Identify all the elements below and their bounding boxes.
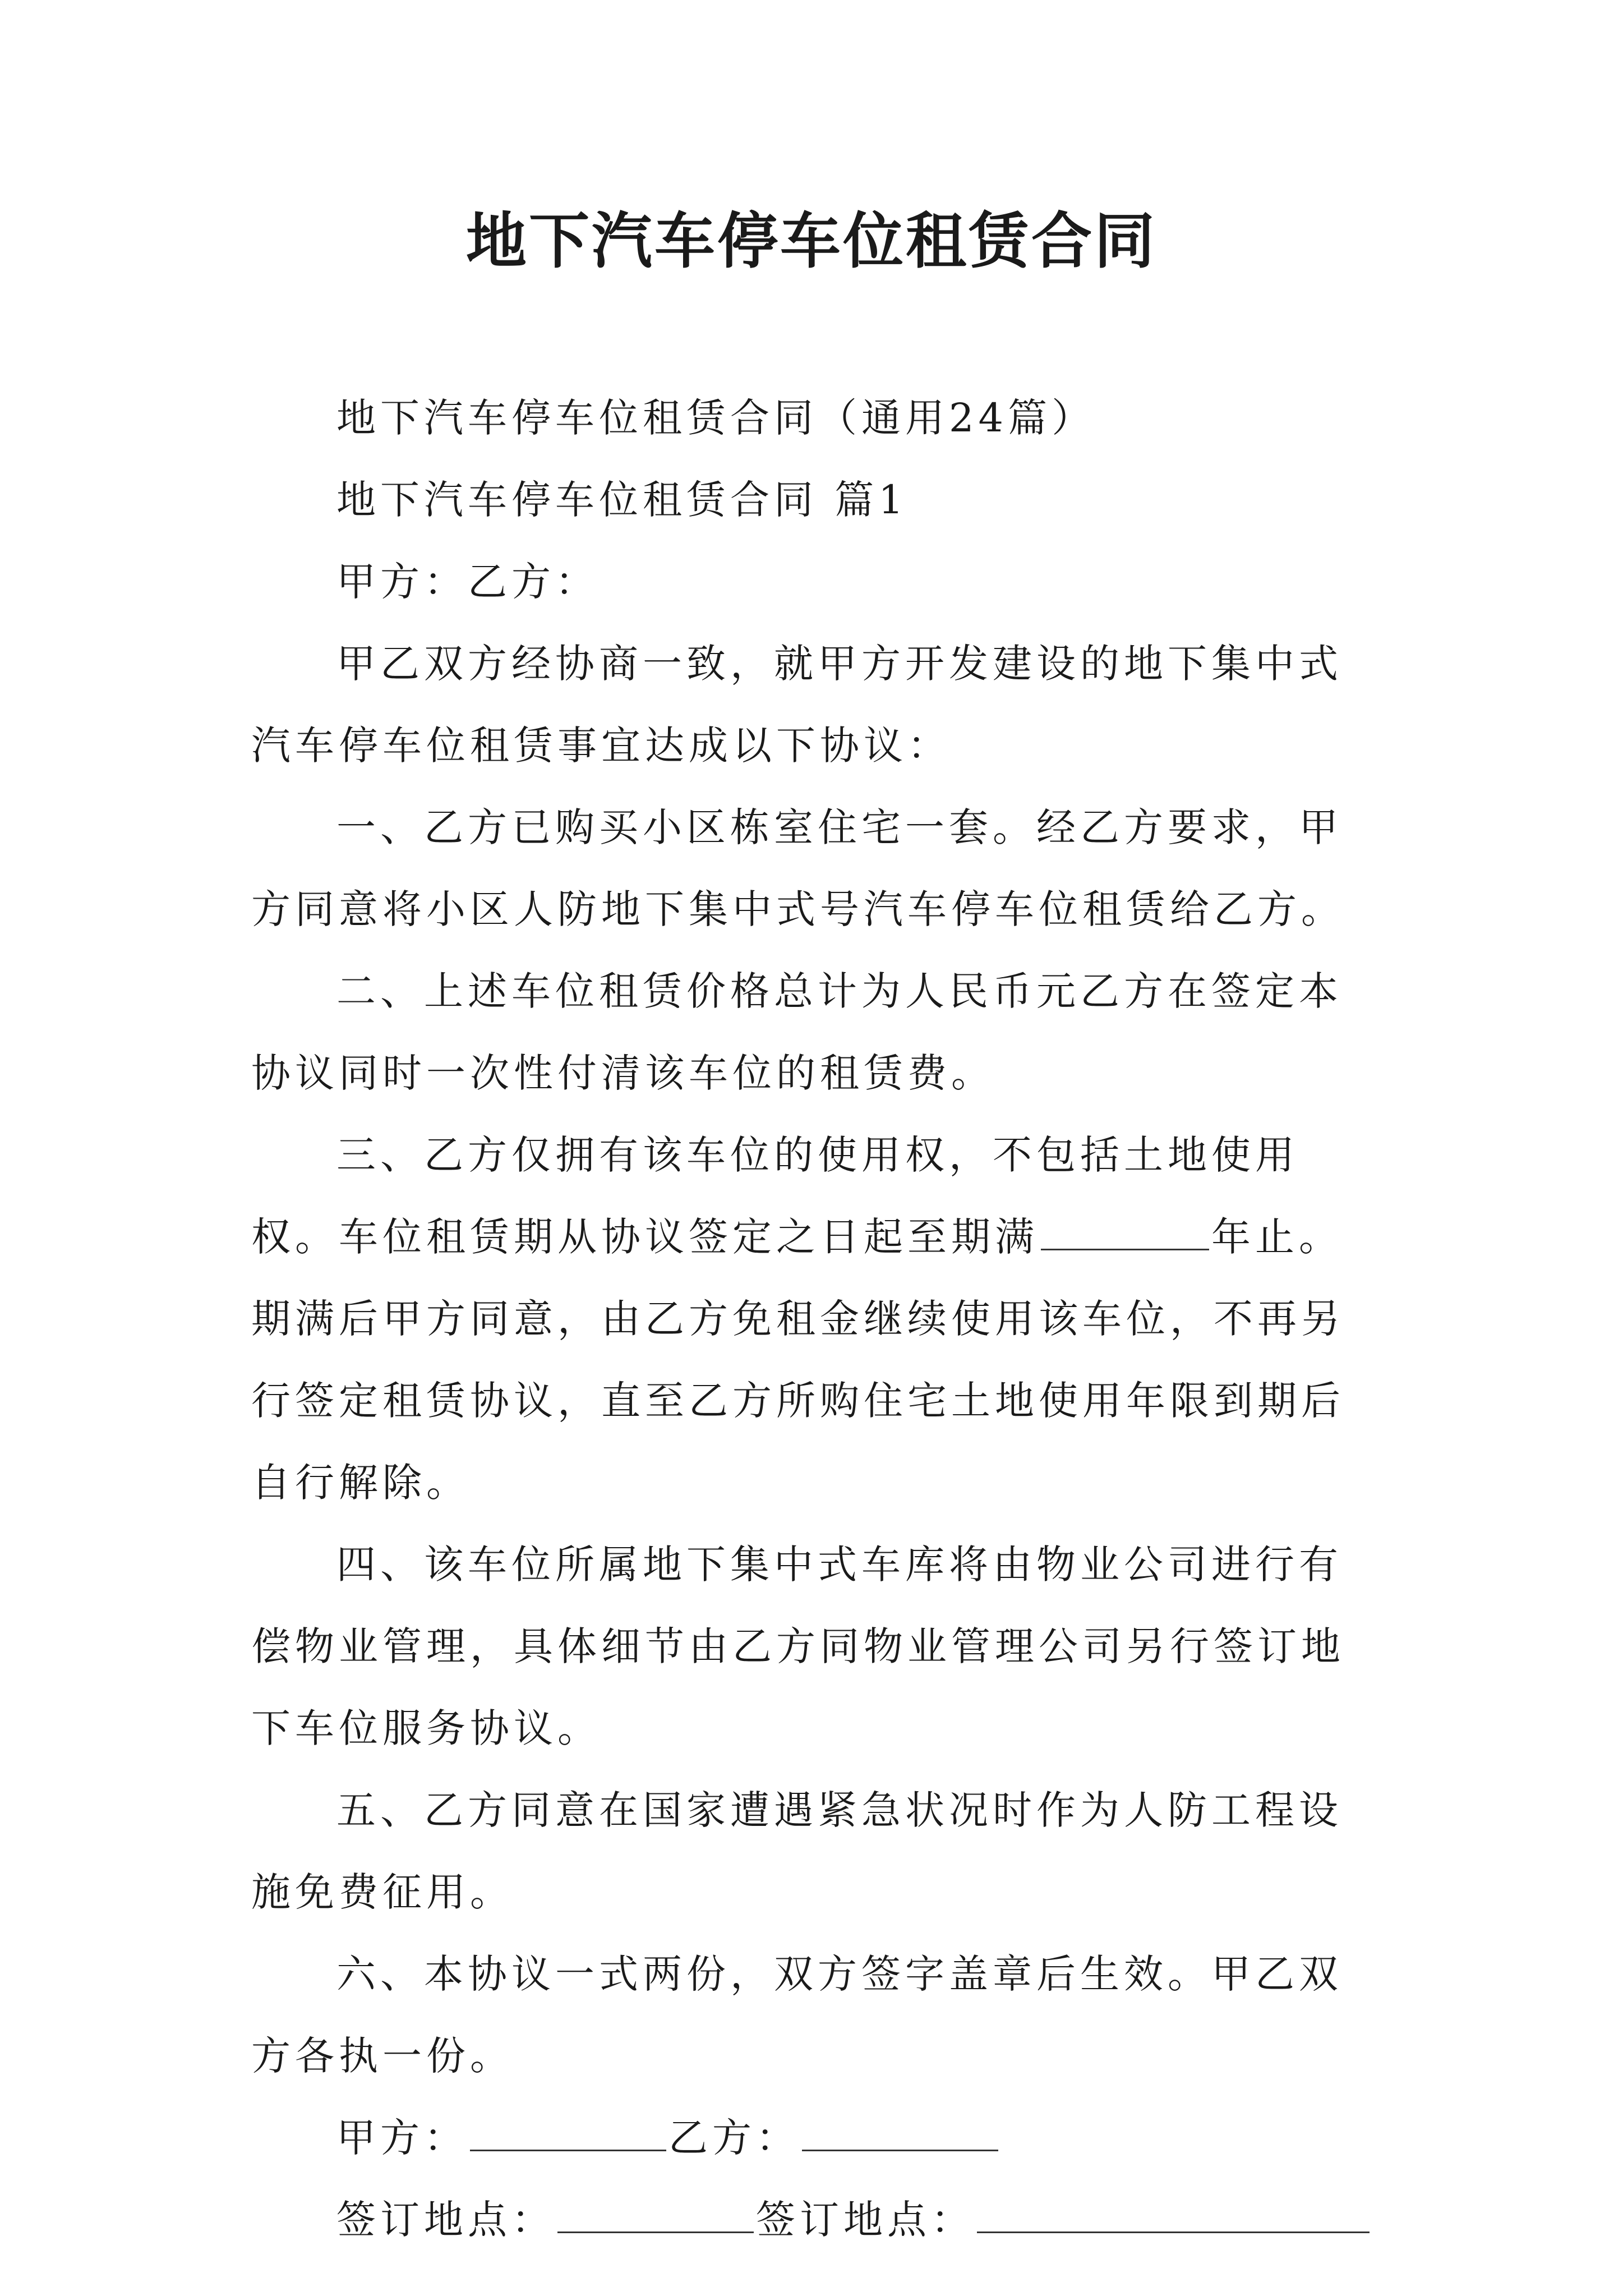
party-a-label: 甲方：	[336, 2115, 468, 2161]
party-b-blank	[802, 2110, 998, 2151]
clause-4: 四、该车位所属地下集中式车库将由物业公司进行有偿物业管理，具体细节由乙方同物业管理公司另行签订地下车位服务协议。	[251, 1542, 1345, 1751]
place-a-label: 签订地点：	[336, 2197, 555, 2243]
place-b-blank	[977, 2192, 1370, 2233]
clause-6: 六、本协议一式两份，双方签字盖章后生效。甲乙双方各执一份。	[251, 1951, 1343, 2079]
party-a-blank	[470, 2110, 666, 2151]
place-a-blank	[557, 2192, 754, 2233]
clause-2: 二、上述车位租赁价格总计为人民币元乙方在签定本协议同时一次性付清该车位的租赁费。	[251, 968, 1343, 1096]
clause-3-part1: 三、乙方仅拥有该车位的使用权，不包括土地使用权。车位租赁期从协议签定之日起至期满	[251, 1132, 1299, 1260]
chapter-heading: 地下汽车停车位租赁合同 篇1	[336, 477, 908, 523]
document-title: 地下汽车停车位租赁合同	[465, 206, 1157, 277]
parties-line: 甲方：乙方：	[336, 559, 599, 605]
intro-paragraph: 甲乙双方经协商一致，就甲方开发建设的地下集中式汽车停车位租赁事宜达成以下协议：	[251, 641, 1343, 769]
place-b-label: 签订地点：	[756, 2197, 975, 2243]
subtitle: 地下汽车停车位租赁合同（通用24篇）	[336, 395, 1096, 441]
document-body	[251, 377, 1385, 2261]
clause-3-part2: 年止。期满后甲方同意，由乙方免租金继续使用该车位，不再另行签定租赁协议，直至乙方所购住宅土地使用年限到期后自行解除。	[251, 1214, 1345, 1506]
term-blank	[1041, 1209, 1209, 1250]
clause-5: 五、乙方同意在国家遭遇紧急状况时作为人防工程设施免费征用。	[251, 1787, 1343, 1915]
party-b-label: 乙方：	[668, 2115, 800, 2161]
signature-place-line	[251, 2179, 1385, 2261]
clause-3	[251, 1114, 1385, 1524]
signature-parties-line	[251, 2097, 1385, 2179]
clause-1: 一、乙方已购买小区栋室住宅一套。经乙方要求，甲方同意将小区人防地下集中式号汽车停车位租赁给乙方。	[251, 804, 1345, 932]
